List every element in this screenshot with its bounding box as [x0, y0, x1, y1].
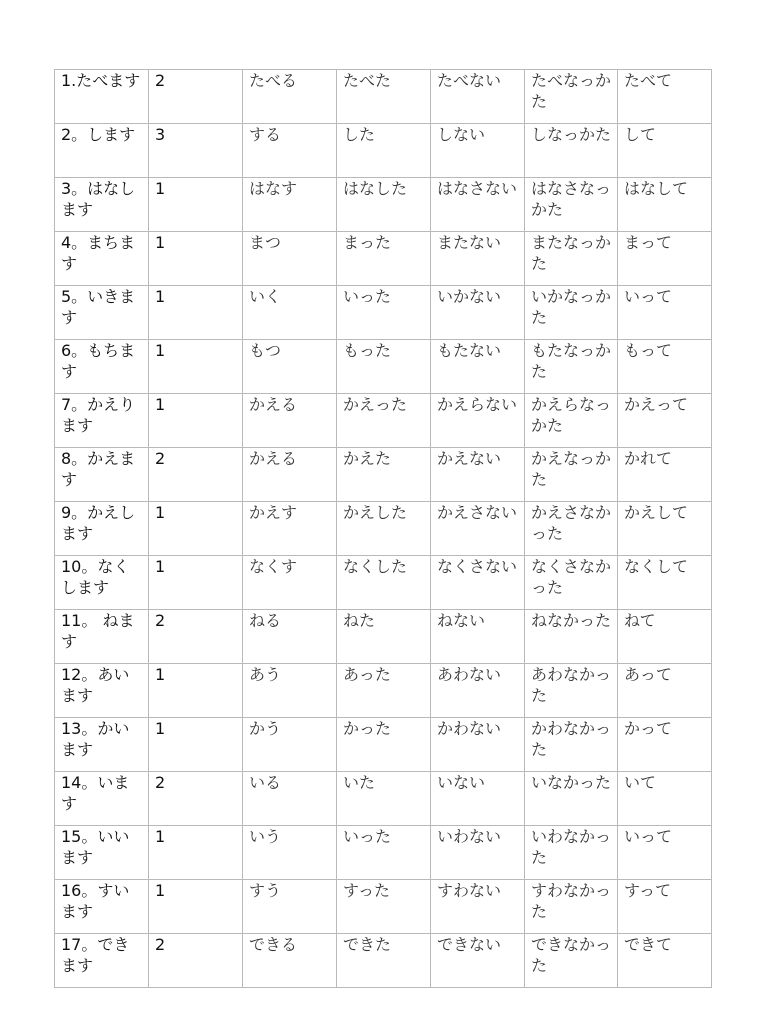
dictionary-form-cell: いう: [243, 826, 337, 880]
dictionary-form-cell: いる: [243, 772, 337, 826]
table-row: [55, 718, 712, 772]
past-negative-form-cell: かえさなかった: [525, 502, 618, 556]
table-row: [55, 826, 712, 880]
past-negative-form-cell: しなっかた: [525, 124, 618, 178]
negative-form-cell: いわない: [431, 826, 525, 880]
table-row: [55, 934, 712, 988]
past-form-cell: かった: [337, 718, 431, 772]
negative-form-cell: かえさない: [431, 502, 525, 556]
verb-group-cell: 2: [149, 934, 243, 988]
table-row: [55, 178, 712, 232]
past-negative-form-cell: かわなかった: [525, 718, 618, 772]
past-negative-form-cell: たべなっかた: [525, 70, 618, 124]
negative-form-cell: なくさない: [431, 556, 525, 610]
table-viewport: [54, 69, 712, 975]
verb-masu-form-cell: 15。いいます: [55, 826, 149, 880]
te-form-cell: まって: [618, 232, 712, 286]
table-row: [55, 880, 712, 934]
verb-masu-form-cell: 8。かえます: [55, 448, 149, 502]
negative-form-cell: たべない: [431, 70, 525, 124]
negative-form-cell: できない: [431, 934, 525, 988]
verb-masu-form-cell: 7。かえります: [55, 394, 149, 448]
past-negative-form-cell: はなさなっかた: [525, 178, 618, 232]
past-form-cell: はなした: [337, 178, 431, 232]
verb-group-cell: 1: [149, 826, 243, 880]
verb-masu-form-cell: 3。はなします: [55, 178, 149, 232]
verb-group-cell: 1: [149, 178, 243, 232]
verb-group-cell: 1: [149, 502, 243, 556]
past-negative-form-cell: かえらなっかた: [525, 394, 618, 448]
past-negative-form-cell: いなかった: [525, 772, 618, 826]
negative-form-cell: かえらない: [431, 394, 525, 448]
past-form-cell: もった: [337, 340, 431, 394]
negative-form-cell: かわない: [431, 718, 525, 772]
verb-group-cell: 1: [149, 286, 243, 340]
verb-masu-form-cell: 2。します: [55, 124, 149, 178]
verb-group-cell: 1: [149, 664, 243, 718]
dictionary-form-cell: ねる: [243, 610, 337, 664]
table-row: [55, 502, 712, 556]
past-negative-form-cell: かえなっかた: [525, 448, 618, 502]
past-form-cell: あった: [337, 664, 431, 718]
verb-group-cell: 1: [149, 718, 243, 772]
verb-group-cell: 2: [149, 70, 243, 124]
verb-masu-form-cell: 1.たべます: [55, 70, 149, 124]
past-form-cell: できた: [337, 934, 431, 988]
te-form-cell: ねて: [618, 610, 712, 664]
past-form-cell: かえた: [337, 448, 431, 502]
negative-form-cell: いない: [431, 772, 525, 826]
past-negative-form-cell: すわなかった: [525, 880, 618, 934]
te-form-cell: いって: [618, 826, 712, 880]
past-form-cell: なくした: [337, 556, 431, 610]
te-form-cell: すって: [618, 880, 712, 934]
verb-masu-form-cell: 10。なくします: [55, 556, 149, 610]
verb-group-cell: 2: [149, 772, 243, 826]
past-negative-form-cell: もたなっかた: [525, 340, 618, 394]
te-form-cell: かえして: [618, 502, 712, 556]
dictionary-form-cell: すう: [243, 880, 337, 934]
verb-group-cell: 3: [149, 124, 243, 178]
dictionary-form-cell: あう: [243, 664, 337, 718]
dictionary-form-cell: たべる: [243, 70, 337, 124]
past-form-cell: かえった: [337, 394, 431, 448]
negative-form-cell: しない: [431, 124, 525, 178]
dictionary-form-cell: もつ: [243, 340, 337, 394]
te-form-cell: たべて: [618, 70, 712, 124]
table-row: [55, 124, 712, 178]
te-form-cell: いて: [618, 772, 712, 826]
verb-masu-form-cell: 14。います: [55, 772, 149, 826]
past-form-cell: かえした: [337, 502, 431, 556]
negative-form-cell: もたない: [431, 340, 525, 394]
verb-masu-form-cell: 11。 ねます: [55, 610, 149, 664]
past-negative-form-cell: あわなかった: [525, 664, 618, 718]
verb-masu-form-cell: 4。まちます: [55, 232, 149, 286]
dictionary-form-cell: かえる: [243, 394, 337, 448]
te-form-cell: かれて: [618, 448, 712, 502]
past-form-cell: した: [337, 124, 431, 178]
dictionary-form-cell: まつ: [243, 232, 337, 286]
past-form-cell: いた: [337, 772, 431, 826]
te-form-cell: なくして: [618, 556, 712, 610]
table-body: [55, 70, 712, 988]
negative-form-cell: いかない: [431, 286, 525, 340]
past-negative-form-cell: いかなっかた: [525, 286, 618, 340]
table-row: [55, 772, 712, 826]
negative-form-cell: あわない: [431, 664, 525, 718]
dictionary-form-cell: する: [243, 124, 337, 178]
te-form-cell: はなして: [618, 178, 712, 232]
dictionary-form-cell: かえる: [243, 448, 337, 502]
te-form-cell: いって: [618, 286, 712, 340]
table-row: [55, 232, 712, 286]
past-form-cell: いった: [337, 286, 431, 340]
verb-masu-form-cell: 16。すいます: [55, 880, 149, 934]
verb-masu-form-cell: 13。かいます: [55, 718, 149, 772]
dictionary-form-cell: かえす: [243, 502, 337, 556]
negative-form-cell: ねない: [431, 610, 525, 664]
dictionary-form-cell: いく: [243, 286, 337, 340]
dictionary-form-cell: はなす: [243, 178, 337, 232]
negative-form-cell: はなさない: [431, 178, 525, 232]
verb-masu-form-cell: 6。もちます: [55, 340, 149, 394]
verb-group-cell: 1: [149, 394, 243, 448]
table-row: [55, 448, 712, 502]
past-negative-form-cell: なくさなかった: [525, 556, 618, 610]
past-negative-form-cell: いわなかった: [525, 826, 618, 880]
te-form-cell: あって: [618, 664, 712, 718]
past-negative-form-cell: できなかった: [525, 934, 618, 988]
verb-masu-form-cell: 9。かえします: [55, 502, 149, 556]
verb-group-cell: 2: [149, 448, 243, 502]
past-negative-form-cell: ねなかった: [525, 610, 618, 664]
past-form-cell: すった: [337, 880, 431, 934]
verb-group-cell: 2: [149, 610, 243, 664]
dictionary-form-cell: なくす: [243, 556, 337, 610]
past-form-cell: まった: [337, 232, 431, 286]
table-row: [55, 556, 712, 610]
past-form-cell: いった: [337, 826, 431, 880]
verb-group-cell: 1: [149, 880, 243, 934]
te-form-cell: かって: [618, 718, 712, 772]
negative-form-cell: かえない: [431, 448, 525, 502]
verb-conjugation-table: [54, 69, 712, 988]
te-form-cell: できて: [618, 934, 712, 988]
table-row: [55, 70, 712, 124]
past-negative-form-cell: またなっかた: [525, 232, 618, 286]
verb-group-cell: 1: [149, 232, 243, 286]
table-row: [55, 340, 712, 394]
table-row: [55, 394, 712, 448]
table-row: [55, 286, 712, 340]
dictionary-form-cell: かう: [243, 718, 337, 772]
negative-form-cell: すわない: [431, 880, 525, 934]
negative-form-cell: またない: [431, 232, 525, 286]
te-form-cell: もって: [618, 340, 712, 394]
verb-masu-form-cell: 17。できます: [55, 934, 149, 988]
te-form-cell: して: [618, 124, 712, 178]
table-row: [55, 664, 712, 718]
table-row: [55, 610, 712, 664]
verb-group-cell: 1: [149, 340, 243, 394]
te-form-cell: かえって: [618, 394, 712, 448]
dictionary-form-cell: できる: [243, 934, 337, 988]
verb-group-cell: 1: [149, 556, 243, 610]
past-form-cell: ねた: [337, 610, 431, 664]
verb-masu-form-cell: 5。いきます: [55, 286, 149, 340]
past-form-cell: たべた: [337, 70, 431, 124]
verb-masu-form-cell: 12。あいます: [55, 664, 149, 718]
